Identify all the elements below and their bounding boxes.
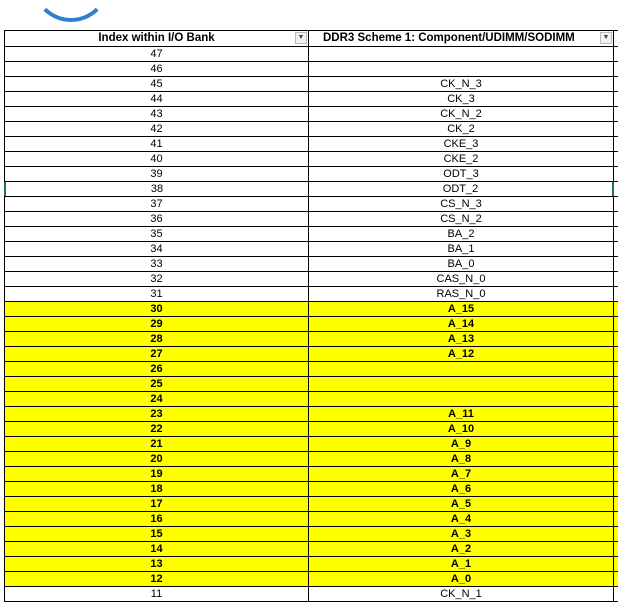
header-row — [4, 30, 618, 47]
index-cell[interactable]: 22 — [4, 422, 309, 436]
signal-cell[interactable]: A_0 — [309, 572, 614, 586]
filter-dropdown-icon[interactable]: ▼ — [295, 32, 307, 44]
signal-cell[interactable]: A_14 — [309, 317, 614, 331]
signal-cell[interactable]: CKE_2 — [309, 152, 614, 166]
table-row — [4, 542, 618, 557]
index-cell[interactable]: 12 — [4, 572, 309, 586]
signal-cell[interactable]: A_3 — [309, 527, 614, 541]
table-row — [4, 257, 618, 272]
column-header-index-label: Index within I/O Bank — [98, 32, 215, 44]
table-row — [4, 467, 618, 482]
signal-cell[interactable]: A_4 — [309, 512, 614, 526]
signal-cell[interactable]: CK_3 — [309, 92, 614, 106]
signal-cell[interactable]: A_2 — [309, 542, 614, 556]
table-row — [4, 302, 618, 317]
index-cell[interactable]: 28 — [4, 332, 309, 346]
table-row — [4, 587, 618, 602]
signal-cell[interactable]: CK_N_3 — [309, 77, 614, 91]
table-row — [4, 77, 618, 92]
index-cell[interactable]: 29 — [4, 317, 309, 331]
signal-cell[interactable]: A_9 — [309, 437, 614, 451]
signal-cell[interactable]: A_15 — [309, 302, 614, 316]
index-cell[interactable]: 46 — [4, 62, 309, 76]
signal-cell[interactable]: ODT_2 — [309, 182, 614, 196]
index-cell[interactable]: 44 — [4, 92, 309, 106]
signal-cell[interactable]: CKE_3 — [309, 137, 614, 151]
table-row — [4, 362, 618, 377]
table-row — [4, 452, 618, 467]
signal-cell[interactable]: RAS_N_0 — [309, 287, 614, 301]
signal-cell[interactable]: CK_2 — [309, 122, 614, 136]
index-cell[interactable]: 16 — [4, 512, 309, 526]
table-row — [4, 377, 618, 392]
index-cell[interactable]: 20 — [4, 452, 309, 466]
signal-cell[interactable]: CK_N_2 — [309, 107, 614, 121]
table-row — [4, 512, 618, 527]
table-row — [4, 392, 618, 407]
index-cell[interactable]: 27 — [4, 347, 309, 361]
index-cell[interactable]: 39 — [4, 167, 309, 181]
signal-cell[interactable]: ODT_3 — [309, 167, 614, 181]
signal-cell[interactable]: CS_N_2 — [309, 212, 614, 226]
column-header-ddr3-scheme-label: DDR3 Scheme 1: Component/UDIMM/SODIMM — [323, 32, 575, 44]
table-row — [4, 62, 618, 77]
signal-cell[interactable]: A_13 — [309, 332, 614, 346]
index-cell[interactable]: 47 — [4, 47, 309, 61]
index-cell[interactable]: 26 — [4, 362, 309, 376]
index-cell[interactable]: 36 — [4, 212, 309, 226]
signal-cell[interactable]: CK_N_1 — [309, 587, 614, 601]
table-row — [4, 92, 618, 107]
table-row — [4, 557, 618, 572]
index-cell[interactable]: 24 — [4, 392, 309, 406]
table-row — [4, 242, 618, 257]
table-row — [4, 47, 618, 62]
index-cell[interactable]: 35 — [4, 227, 309, 241]
spreadsheet — [4, 30, 618, 602]
signal-cell[interactable] — [309, 377, 614, 391]
table-row — [4, 482, 618, 497]
index-cell[interactable]: 18 — [4, 482, 309, 496]
signal-cell[interactable]: CAS_N_0 — [309, 272, 614, 286]
column-header-ddr3-scheme[interactable] — [309, 31, 614, 46]
signal-cell[interactable]: A_6 — [309, 482, 614, 496]
logo-arc-icon — [32, 0, 110, 22]
table-row — [4, 122, 618, 137]
table-row — [4, 182, 618, 197]
signal-cell[interactable]: A_10 — [309, 422, 614, 436]
signal-cell[interactable]: A_11 — [309, 407, 614, 421]
signal-cell[interactable] — [309, 62, 614, 76]
signal-cell[interactable]: A_12 — [309, 347, 614, 361]
signal-cell[interactable]: CS_N_3 — [309, 197, 614, 211]
filter-dropdown-icon[interactable]: ▼ — [600, 32, 612, 44]
index-cell[interactable]: 21 — [4, 437, 309, 451]
signal-cell[interactable] — [309, 47, 614, 61]
signal-cell[interactable]: BA_1 — [309, 242, 614, 256]
index-cell[interactable]: 14 — [4, 542, 309, 556]
signal-cell[interactable]: A_8 — [309, 452, 614, 466]
index-cell[interactable]: 45 — [4, 77, 309, 91]
table-row — [4, 272, 618, 287]
table-row — [4, 167, 618, 182]
index-cell[interactable]: 43 — [4, 107, 309, 121]
index-cell[interactable]: 42 — [4, 122, 309, 136]
index-cell[interactable]: 17 — [4, 497, 309, 511]
index-cell[interactable]: 33 — [4, 257, 309, 271]
table-row — [4, 572, 618, 587]
index-cell[interactable]: 15 — [4, 527, 309, 541]
signal-cell[interactable]: A_1 — [309, 557, 614, 571]
index-cell[interactable]: 25 — [4, 377, 309, 391]
table-row — [4, 317, 618, 332]
table-row — [4, 107, 618, 122]
table-row — [4, 152, 618, 167]
table-row — [4, 137, 618, 152]
table-row — [4, 437, 618, 452]
index-cell[interactable]: 38 — [4, 182, 309, 196]
index-cell[interactable]: 23 — [4, 407, 309, 421]
index-cell[interactable]: 31 — [4, 287, 309, 301]
signal-cell[interactable]: A_7 — [309, 467, 614, 481]
index-cell[interactable]: 11 — [4, 587, 309, 601]
table-row — [4, 212, 618, 227]
index-cell[interactable]: 19 — [4, 467, 309, 481]
index-cell[interactable]: 30 — [4, 302, 309, 316]
signal-cell[interactable]: BA_2 — [309, 227, 614, 241]
index-cell[interactable]: 40 — [4, 152, 309, 166]
table-row — [4, 347, 618, 362]
signal-cell[interactable] — [309, 392, 614, 406]
table-row — [4, 197, 618, 212]
table-row — [4, 227, 618, 242]
table-row — [4, 497, 618, 512]
signal-cell[interactable]: A_5 — [309, 497, 614, 511]
index-cell[interactable]: 41 — [4, 137, 309, 151]
column-header-index[interactable] — [4, 31, 309, 46]
logo-area — [0, 0, 618, 30]
table-row — [4, 332, 618, 347]
index-cell[interactable]: 37 — [4, 197, 309, 211]
table-row — [4, 287, 618, 302]
table-body — [4, 47, 618, 602]
table-row — [4, 422, 618, 437]
signal-cell[interactable] — [309, 362, 614, 376]
index-cell[interactable]: 13 — [4, 557, 309, 571]
table-row — [4, 527, 618, 542]
signal-cell[interactable]: BA_0 — [309, 257, 614, 271]
table-row — [4, 407, 618, 422]
index-cell[interactable]: 34 — [4, 242, 309, 256]
index-cell[interactable]: 32 — [4, 272, 309, 286]
